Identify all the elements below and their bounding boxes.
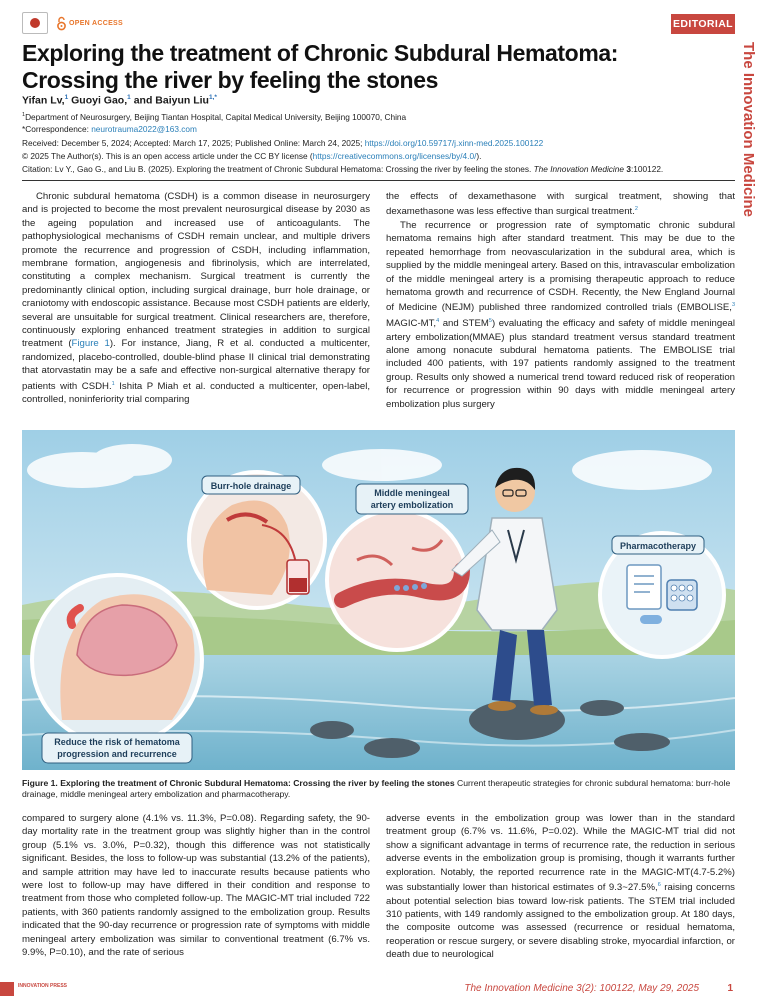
- open-access-lock-icon: [56, 16, 67, 31]
- body-column-1: [22, 190, 370, 407]
- paragraph: compared to surgery alone (4.1% vs. 11.3%, P=0.08). Regarding safety, the 90-day mortality rate in the treatment group was slightly higher than in the control group (5.1% vs. 3.0%, P=0.32), though this difference was not statistically significant. Besides, the loss to follow-up was substantial (13.2% of the patients), and sample attrition may have led to inaccurate results because patients who were lost to follow-up may have differed in their condition and response to treatment from those who completed follow-up. The MAGIC-MT trial included 722 patients, with 360 patients randomly assigned to the embolization group. Results indicated that the 90-day recurrence or progression rate of symptoms with middle meningeal artery embolization was similar to conventional treatment (6.7% vs. 9.9%, P=0.10), and the rate of serious: [22, 813, 370, 959]
- author-affil-sup: 1,*: [208, 94, 217, 101]
- side-journal-brand: [737, 42, 757, 222]
- figure-1-caption: [22, 778, 735, 800]
- copyright-line: © 2025 The Author(s). This is an open access article under the CC BY license (https://creativecommons.org/licenses/by/4.0/).: [22, 151, 482, 161]
- journal-logo: [22, 12, 48, 34]
- header-logos: [22, 12, 123, 34]
- body-column-2: [386, 190, 735, 411]
- author-name: Guoyi Gao,: [68, 94, 128, 107]
- figure-1-illustration: [22, 430, 735, 770]
- caption-title: Figure 1. Exploring the treatment of Chronic Subdural Hematoma: Crossing the river by feeling the stones: [22, 778, 455, 788]
- page-number: 1: [727, 983, 733, 994]
- brain-bubble: [32, 575, 202, 745]
- reference-link[interactable]: 3: [731, 302, 735, 309]
- page-footer: [0, 980, 761, 1000]
- illustration-svg: [22, 430, 735, 770]
- burr-label: Burr-hole drainage: [210, 481, 292, 491]
- reference-link[interactable]: 5: [488, 318, 492, 325]
- mma-label-line-2: artery embolization: [370, 500, 454, 510]
- pharma-label: Pharmacotherapy: [619, 541, 697, 551]
- reference-link[interactable]: 1: [111, 380, 115, 387]
- reduce-label-line-1: Reduce the risk of hematoma: [54, 737, 180, 747]
- reference-link[interactable]: 2: [634, 206, 638, 213]
- affiliation: $^1$Department of Neurosurgery, Beijing Tiantan Hospital, Capital Medical University, Beijing 100070, China: [22, 111, 407, 122]
- mma-label-line-1: Middle meningeal: [374, 488, 450, 498]
- footer-accent-bar: [0, 982, 14, 996]
- author-affil-sup: 1: [127, 94, 131, 101]
- caption-text: Current therapeutic strategies for chronic subdural hematoma: burr-hole drainage, middle meningeal artery embolization and pharmacotherapy.: [22, 778, 731, 799]
- side-brand-text: The Innovation Medicine: [740, 42, 757, 218]
- author-name: Yifan Lv,: [22, 94, 65, 107]
- body-column-4: [386, 812, 735, 962]
- article-dates: Received: December 5, 2024; Accepted: March 17, 2025; Published Online: March 24, 2025; https://doi.org/10.59717/j.xinn-med.2025.100122: [22, 138, 544, 148]
- header-rule: [22, 180, 735, 181]
- reduce-label-line-2: progression and recurrence: [57, 749, 177, 759]
- author-affil-sup: 1: [64, 94, 69, 101]
- article-title: Exploring the treatment of Chronic Subdural Hematoma: Crossing the river by feeling the stones: [22, 40, 619, 93]
- correspondence-email-link[interactable]: neurotrauma2022@163.com: [91, 124, 197, 134]
- author-list: [22, 94, 217, 107]
- open-access-label: OPEN ACCESS: [69, 19, 123, 27]
- mma-bubble: [327, 510, 467, 650]
- body-column-3: [22, 812, 370, 959]
- publisher-logo: INNOVATION PRESS: [18, 983, 67, 989]
- doi-link[interactable]: https://doi.org/10.59717/j.xinn-med.2025.100122: [364, 138, 544, 148]
- open-access-mark: [56, 16, 123, 31]
- license-link[interactable]: https://creativecommons.org/licenses/by/4.0/: [312, 151, 477, 161]
- paragraph: The recurrence or progression rate of symptomatic chronic subdural hematoma remains high after standard treatment. This may be due to the repeated hemorrhage from neovascularization in the subdural area, which is supplied by the middle meningeal artery. Based on this, intravascular embolization of the middle meningeal artery is a promising therapeutic approach to reduce hematoma growth and recurrence of CSDH. Recently, the New England Journal of Medicine (NEJM) published three randomized controlled trials (EMBOLISE,$^3$ MAGIC-MT,$^4$ and STEM$^5$) evaluating the efficacy and safety of middle meningeal artery embolization(MMAE) plus standard treatment versus standard treatment alone among nonacute subdural hematoma patients. The EMBOLISE trial included 400 patients, with 197 patients randomly assigned to the treatment group. Results only showed a numerical trend toward reduced risk of reoperation for recurrence or progression within 90 days with middle meningeal artery embolization plus surgery: [386, 220, 735, 410]
- reference-link[interactable]: 4: [436, 318, 440, 325]
- paragraph: Chronic subdural hematoma (CSDH) is a common disease in neurosurgery and is projected to become the most prevalent neurosurgical disease by 2030 as the ageing population and increased use of anticoagulants. The pathophysiological mechanisms of CSDH remain unclear, and multiple drivers promote the recurrence and progression of CSDH, including inflammation, membrane formation, angiogenesis and fibrinolysis, which are interrelated, constituting a complex mechanism. Surgical treatment is currently the predominantly clinical option, including surgical drainage, burr hole drainage, or craniotomy with endoscopic assistance. Because most CSDH patients are elderly, several are unsuitable for surgical treatment. Clinical researchers are, therefore, continuously exploring enhanced treatment strategies in addition to surgical treatment (Figure 1). For instance, Jiang, R et al. conducted a multicenter, randomized, placebo-controlled, double-blind phase II clinical trial demonstrating that atorvastatin may be a safe and effective non-surgical alternative therapy for patients with CSDH.$^1$ Ishita P Miah et al. conducted a multicenter, open-label, controlled, noninferiority trial comparing: [22, 191, 370, 406]
- author-name: and Baiyun Liu: [130, 94, 209, 107]
- citation-line: Citation: Lv Y., Gao G., and Liu B. (2025). Exploring the treatment of Chronic Subdural Hematoma: Crossing the river by feeling the stones. The Innovation Medicine 3:100122.: [22, 164, 664, 174]
- article-type-badge: EDITORIAL: [671, 14, 735, 34]
- figure-1-link[interactable]: Figure 1: [71, 338, 110, 350]
- footer-citation: The Innovation Medicine 3(2): 100122, May 29, 2025: [464, 983, 699, 994]
- reference-link[interactable]: 6: [657, 882, 661, 889]
- paragraph: adverse events in the embolization group was lower than in the standard treatment group (6.7% vs. 11.6%, P=0.02). While the MAGIC-MT trial did not show a significant advantage in terms of recurrence rate, the reduction in serious adverse events in the embolization group is promising, though it warrants further exploration. Notably, the reported recurrence rate in the MAGIC-MT(4.7-5.2%) was substantially lower than historical estimates of 9.3~27.5%,$^6$ raising concerns about potential selection bias toward low-risk patients. The STEM trial included 310 patients, with 149 randomly assigned to the embolization group. At 180 days, the composite outcome was assessed (recurrence or residual hematoma, reoperation or rescue surgery, or severe disabling stroke, myocardial infarction, or death due to neurological: [386, 813, 735, 961]
- correspondence: *Correspondence: neurotrauma2022@163.com: [22, 124, 197, 134]
- paragraph: the effects of dexamethasone with surgical treatment, showing that dexamethasone was less effective than surgical treatment.$^2$: [386, 191, 735, 218]
